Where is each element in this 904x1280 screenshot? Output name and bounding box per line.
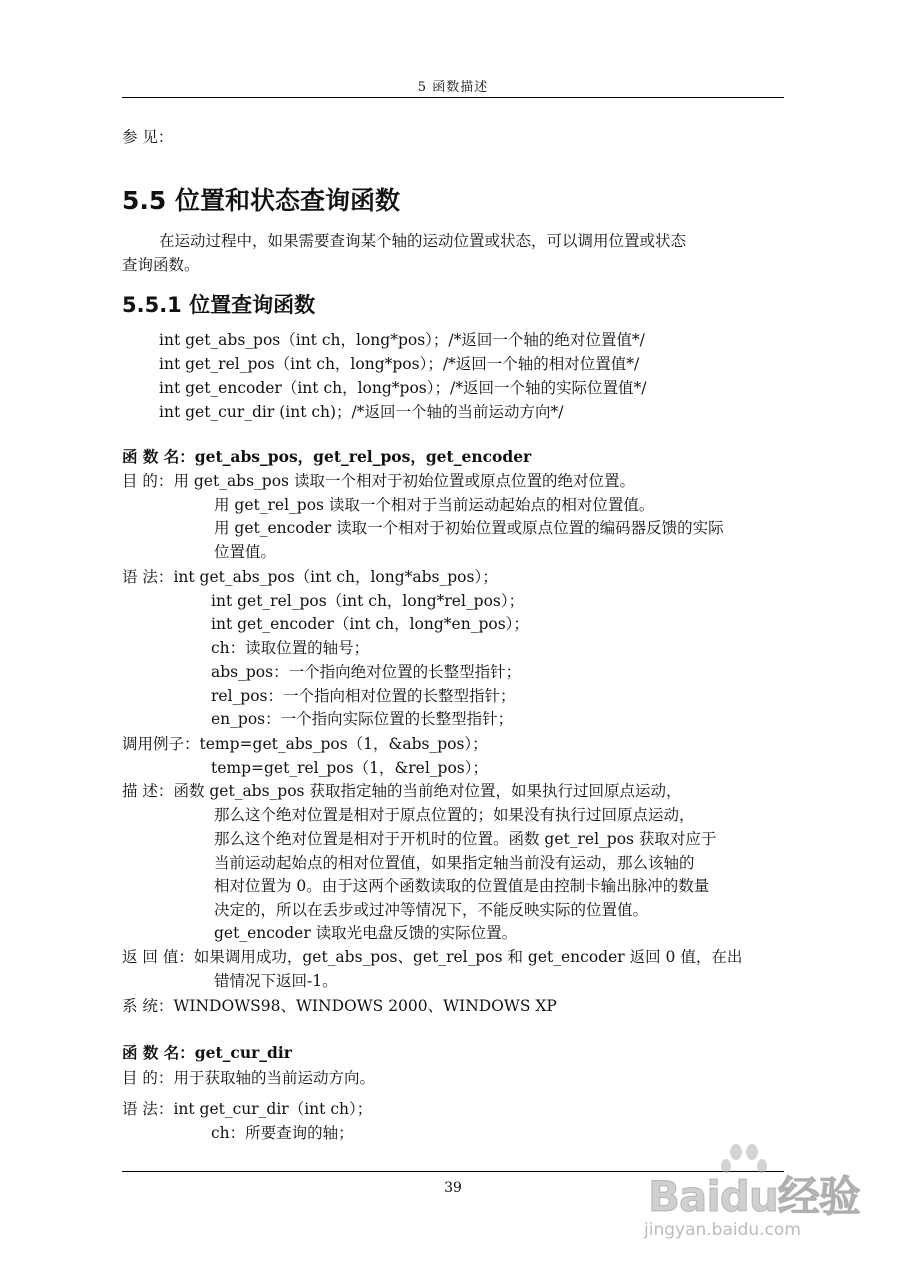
entry1-desc-label: 描 述：	[122, 782, 174, 800]
entry1-example-label: 调用例子：	[122, 735, 200, 753]
watermark-logo-text: Baidu经验	[648, 1172, 860, 1221]
entry1-purpose-text: 用 get_abs_pos 读取一个相对于初始位置或原点位置的绝对位置。	[173, 472, 635, 490]
entry2-purpose-text: 用于获取轴的当前运动方向。	[173, 1069, 375, 1087]
entry1-function-name: get_abs_pos，get_rel_pos，get_encoder	[194, 447, 532, 466]
entry1-system-row	[122, 996, 557, 1016]
entry1-desc-line: 那么这个绝对位置是相对于开机时的位置。函数 get_rel_pos 获取对应于	[214, 830, 717, 848]
subsection-heading: 5.5.1 位置查询函数	[122, 293, 316, 317]
section-intro-line-1: 在运动过程中，如果需要查询某个轴的运动位置或状态，可以调用位置或状态	[159, 232, 687, 250]
entry1-name-label: 函 数 名：	[122, 447, 195, 466]
entry1-syntax-line: int get_rel_pos（int ch，long*rel_pos）；	[211, 592, 525, 610]
entry2-purpose-label: 目 的：	[122, 1069, 174, 1087]
entry1-desc-line: get_encoder 读取光电盘反馈的实际位置。	[214, 924, 518, 942]
entry1-purpose-line: 用 get_encoder 读取一个相对于初始位置或原点位置的编码器反馈的实际	[214, 519, 724, 537]
entry1-syntax-text: int get_abs_pos（int ch，long*abs_pos）；	[173, 568, 498, 586]
entry1-purpose-line: 位置值。	[214, 543, 277, 561]
entry1-syntax-line: int get_encoder（int ch，long*en_pos）；	[211, 615, 529, 633]
entry1-purpose-label: 目 的：	[122, 472, 174, 490]
entry1-syntax-line: ch：读取位置的轴号；	[211, 639, 370, 657]
section-heading: 5.5 位置和状态查询函数	[122, 186, 400, 215]
entry1-name-row	[122, 447, 531, 467]
entry1-system-label: 系 统：	[122, 997, 174, 1015]
entry1-system-text: WINDOWS98、WINDOWS 2000、WINDOWS XP	[173, 997, 557, 1015]
entry1-desc-line: 当前运动起始点的相对位置值，如果指定轴当前没有运动，那么该轴的	[214, 854, 695, 872]
entry2-name-row	[122, 1043, 292, 1063]
entry2-name-label: 函 数 名：	[122, 1043, 195, 1062]
entry1-return-text: 如果调用成功，get_abs_pos、get_rel_pos 和 get_encoder 返回 0 值，在出	[193, 948, 743, 966]
entry1-return-row	[122, 947, 742, 967]
header-rule	[122, 97, 784, 98]
entry2-syntax-text: int get_cur_dir（int ch）；	[173, 1100, 373, 1118]
entry1-syntax-label: 语 法：	[122, 568, 174, 586]
prototype-line: int get_abs_pos（int ch，long*pos）；/*返回一个轴的绝对位置值*/	[159, 331, 645, 349]
entry2-function-name: get_cur_dir	[194, 1043, 292, 1062]
entry1-example-line: temp=get_rel_pos（1，&rel_pos）；	[211, 759, 488, 777]
entry1-desc-line: 决定的，所以在丢步或过冲等情况下，不能反映实际的位置值。	[214, 901, 649, 919]
entry1-purpose-line: 用 get_rel_pos 读取一个相对于当前运动起始点的相对位置值。	[214, 496, 655, 514]
baidu-watermark	[638, 1140, 868, 1270]
entry1-return-line: 错情况下返回-1。	[214, 972, 338, 990]
entry2-purpose-row	[122, 1068, 375, 1088]
entry1-syntax-line: abs_pos：一个指向绝对位置的长整型指针；	[211, 663, 522, 681]
see-also-label: 参 见：	[122, 128, 174, 146]
entry1-example-row	[122, 734, 488, 754]
entry2-syntax-row	[122, 1099, 372, 1119]
running-header: 5 函数描述	[417, 80, 489, 95]
entry2-syntax-line: ch：所要查询的轴；	[211, 1124, 354, 1142]
entry1-syntax-row	[122, 567, 498, 587]
entry1-return-label: 返 回 值：	[122, 948, 194, 966]
prototype-line: int get_encoder（int ch，long*pos）；/*返回一个轴的实际位置值*/	[159, 379, 647, 397]
entry2-syntax-label: 语 法：	[122, 1100, 174, 1118]
entry1-desc-row	[122, 781, 681, 801]
entry1-syntax-line: en_pos：一个指向实际位置的长整型指针；	[211, 710, 514, 728]
entry1-desc-line: 相对位置为 0。由于这两个函数读取的位置值是由控制卡输出脉冲的数量	[214, 877, 710, 895]
entry1-syntax-line: rel_pos：一个指向相对位置的长整型指针；	[211, 687, 516, 705]
entry1-example-text: temp=get_abs_pos（1，&abs_pos）；	[199, 735, 488, 753]
prototype-line: int get_rel_pos（int ch，long*pos）；/*返回一个轴的相对位置值*/	[159, 355, 640, 373]
page-number: 39	[444, 1180, 462, 1196]
watermark-url: jingyan.baidu.com	[644, 1220, 801, 1240]
entry1-desc-line: 那么这个绝对位置是相对于原点位置的；如果没有执行过回原点运动，	[214, 806, 695, 824]
entry1-purpose-row	[122, 471, 635, 491]
section-intro-line-2: 查询函数。	[122, 256, 200, 274]
prototype-line: int get_cur_dir (int ch)；/*返回一个轴的当前运动方向*/	[159, 403, 564, 421]
entry1-desc-text: 函数 get_abs_pos 获取指定轴的当前绝对位置，如果执行过回原点运动，	[173, 782, 682, 800]
